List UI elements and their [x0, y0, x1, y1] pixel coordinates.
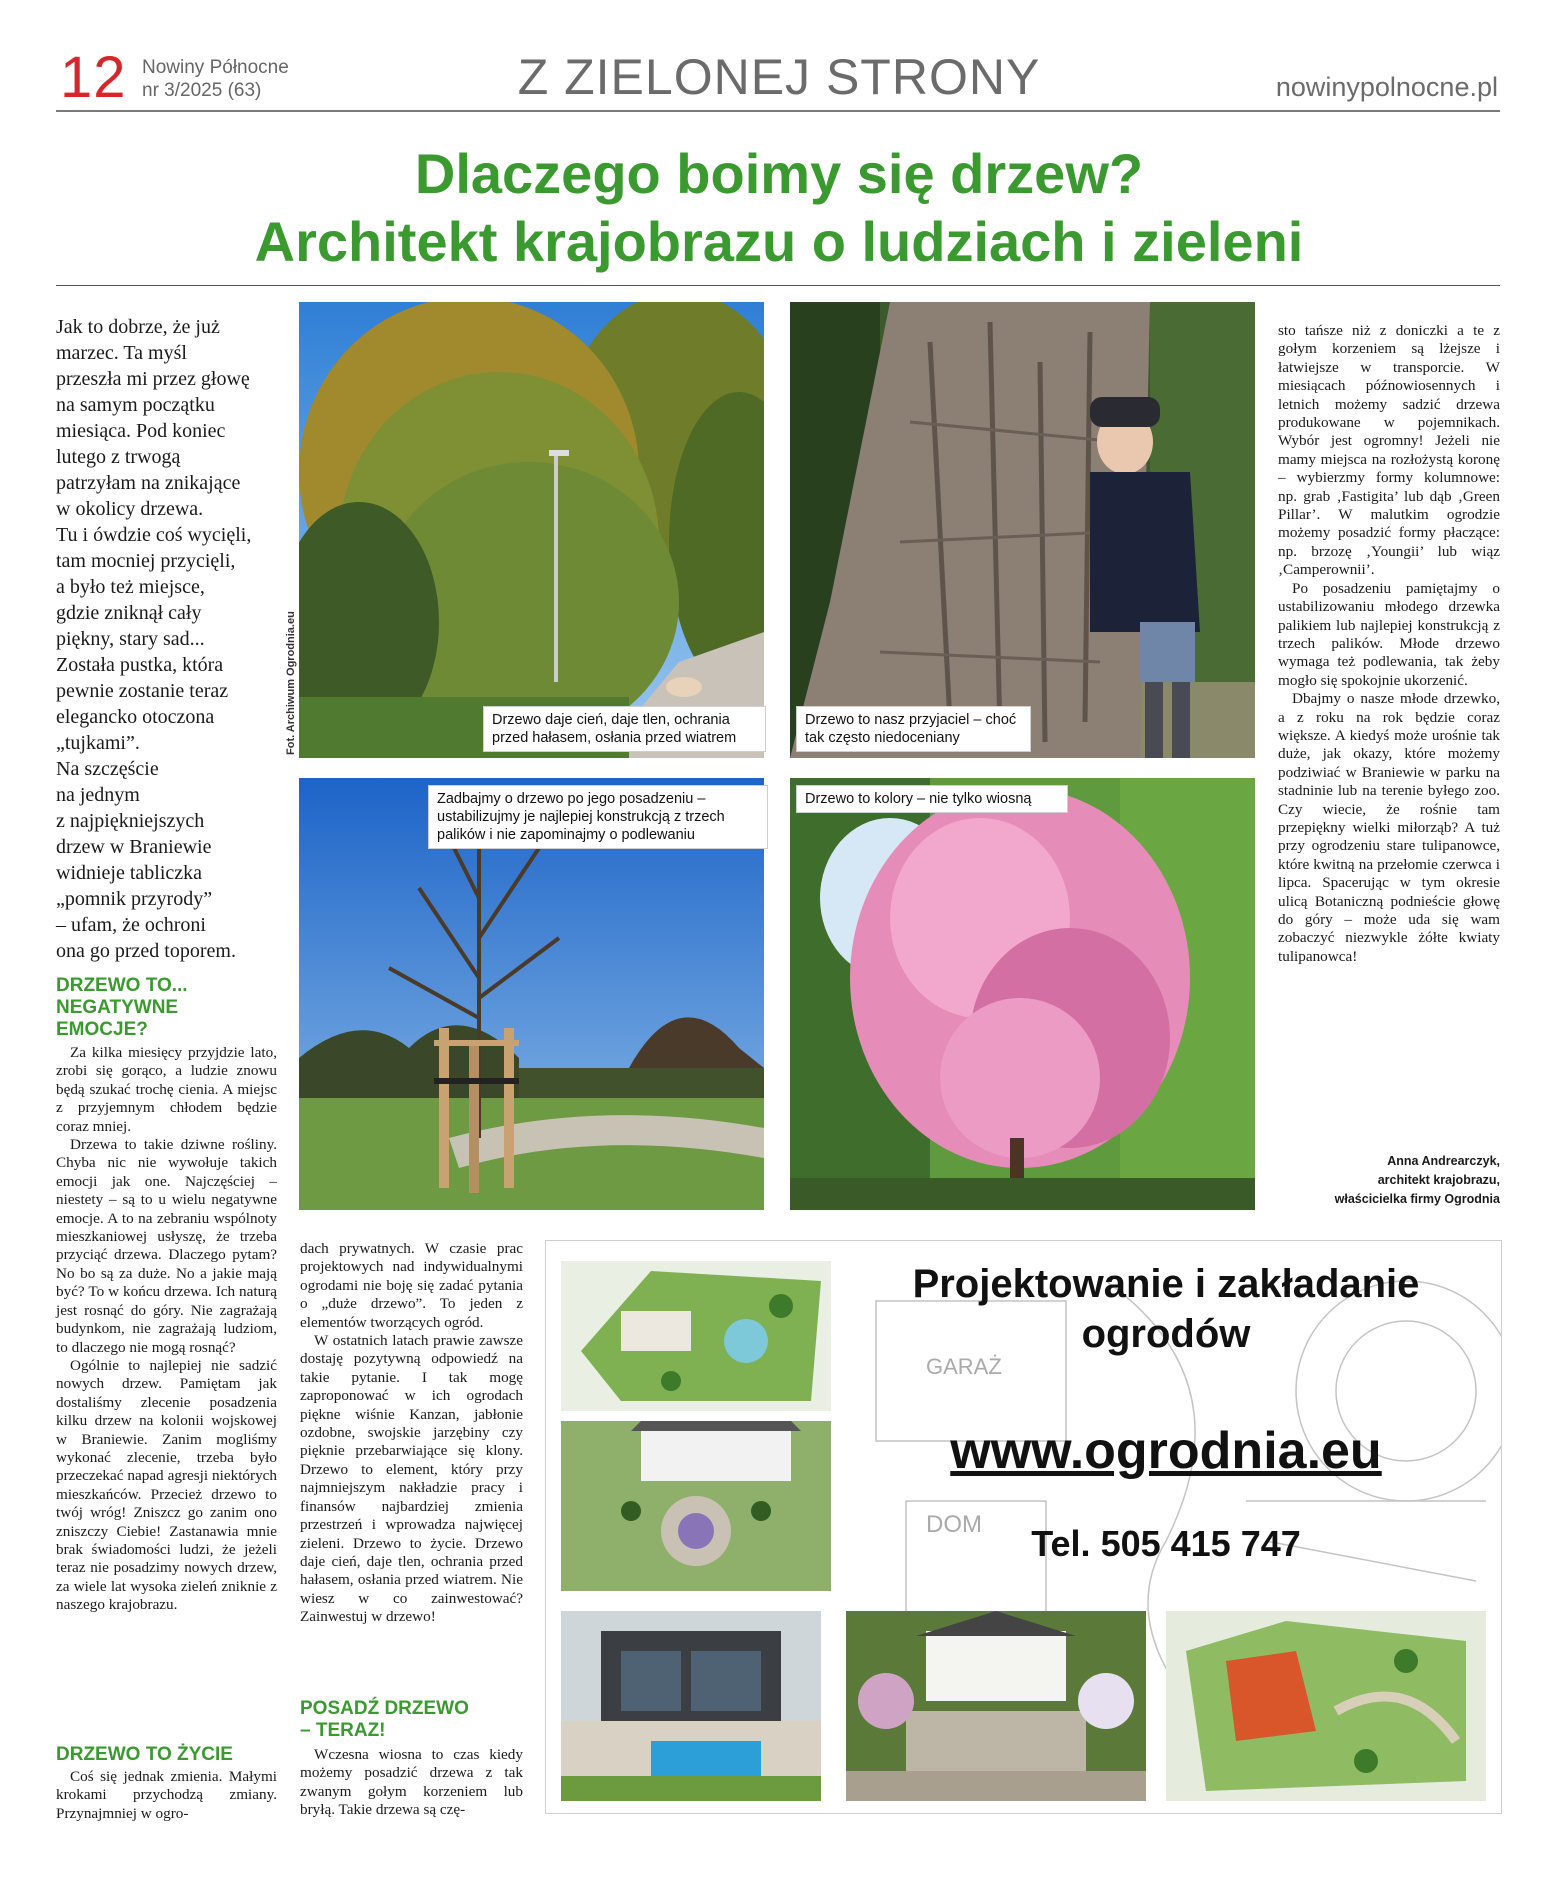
caption-friend: Drzewo to nasz przyjaciel – choć tak często niedoceniany [796, 706, 1031, 752]
ad-phone-number[interactable]: Tel. 505 415 747 [1031, 1523, 1301, 1564]
plan-label-house: DOM [926, 1511, 982, 1538]
plan-label-garage: GARAŻ [926, 1354, 1002, 1379]
page-number: 12 [60, 45, 127, 110]
author-signature: Anna Andrearczyk, architekt krajobrazu, właścicielka firmy Ogrodnia [1334, 1154, 1500, 1206]
ad-patio-thumb [846, 1611, 1146, 1801]
caption-stabilize: Zadbajmy o drzewo po jego posadzeniu – ustabilizujmy je najlepiej konstrukcją z trzech palików i nie zapominajmy o podlewaniu [428, 785, 768, 849]
photo-credit: Fot. Archiwum Ogrodnia.eu [285, 611, 297, 755]
paragraph: Dbajmy o nasze młode drzewko, a z roku na rok będzie coraz większe. A kiedyś może urośnie tak duże, jak okazy, które możemy podziwiać w Braniewie w parku na stadninie lub na terenie byłego zoo. Czy wiecie, że rośnie tam przepiękny wielki miłorząb? A tuż przy ogrodzeniu stare tulipanowce, które kwitną na przełomie czerwca i lipca. Spacerując w tym okresie ulicą Botaniczną podnieście głowę do góry – może uda się wam zobaczyć niezwykle żółte kwiaty tulipanowca! [1278, 690, 1500, 965]
paragraph: Coś się jednak zmienia. Małymi krokami przychodzą zmiany. Przynajmniej w ogro- [56, 1768, 277, 1822]
publication-name: Nowiny Północne [142, 57, 289, 78]
photo-willow-tree [299, 302, 764, 758]
ad-garden-plan-thumb [561, 1261, 831, 1411]
caption-shade: Drzewo daje cień, daje tlen, ochrania przed hałasem, osłania przed wiatrem [483, 706, 766, 752]
ad-website-link[interactable]: www.ogrodnia.eu [950, 1422, 1382, 1480]
ad-site-plan-thumb [1166, 1611, 1486, 1801]
paragraph: Drzewa to takie dziwne rośliny. Chyba nic nie wywołuje takich emocji jak one. Najczęściej – niestety – są to u wielu negatywne emocje. A to na zebraniu wspólnoty mieszkaniowej usłyszę, że trzeba przyciąć drzewa. Dlaczego pytam? No bo są za duże. No a jakie mają być? To w końcu drzewa. Ich naturą jest rosnąć do góry. Nie zagrażają budynkom, nie zagrażają ludziom, to dlaczego nie mogą rosnąć? [56, 1136, 277, 1356]
headline-rule [56, 285, 1500, 286]
article-lead: Jak to dobrze, że już marzec. Ta myśl przeszła mi przez głowę na samym początku miesiąca. Pod koniec lutego z trwogą patrzyłam na znikające w okolicy drzewa. Tu i ówdzie coś wycięli, tam mocniej przycięli, a było też miejsce, gdzie zniknął cały piękny, stary sad... Została pustka, która pewnie zostanie teraz elegancko otoczona „tujkami”. Na szczęście na jednym z najpiękniejszych drzew w Braniewie widnieje tabliczka „pomnik przyrody” – ufam, że ochroni ona go przed toporem. [56, 316, 252, 962]
header-rule [56, 110, 1500, 112]
column-1-text-end [56, 1768, 277, 1823]
website-link[interactable]: nowinypolnocne.pl [1275, 72, 1498, 102]
column-3-text [1278, 322, 1500, 966]
photo-blossom-tree [790, 778, 1255, 1210]
paragraph: W ostatnich latach prawie zawsze dostaję pozytywną odpowiedź na takie pytanie. I tak mogę zaproponować w ich ogrodach piękne wiśnie Kanzan, jabłonie ozdobne, swojskie jarzębiny czy pięknie przebarwiające się klony. Drzewo to element, który przy najmniejszym nakładzie pracy i finansów najbardziej zmienia przestrzeń i wprowadza najwięcej zieleni. Drzewo to życie. Drzewo daje cień, daje tlen, ochrania przed hałasem, osłania przed wiatrem. Nie wiesz w co zainwestować? Zainwestuj w drzewo! [300, 1332, 523, 1626]
subhead-plant-a-tree: POSADŹ DRZEWO – TERAZ! [300, 1698, 469, 1741]
paragraph: sto tańsze niż z doniczki a te z gołym korzeniem są lżejsze i łatwiejsze w transporcie. W miesiącach późnowiosennych i letnich możemy sadzić drzewa produkowane w pojemnikach. Wybór jest ogromny! Jeżeli nie mamy miejsca na rozłożystą koronę – wybierzmy formy kolumnowe: np. grab ‚Fastigita’ lub dąb ‚Green Pillar’. W malutkim ogrodzie możemy posadzić formy płaczące: np. brzozę ‚Youngii’ lub wiąz ‚Camperownii’. [1278, 322, 1500, 579]
paragraph: Po posadzeniu pamiętajmy o ustabilizowaniu młodego drzewka palikiem lub najlepiej konstrukcją z trzech palików. Młode drzewo wymaga też podlewania, tak żeby mogło się spokojnie ukorzenić. [1278, 579, 1500, 689]
paragraph: Ogólnie to najlepiej nie sadzić nowych drzew. Pamiętam jak dostaliśmy zlecenie posadzenia kilku drzew na kolonii wojskowej w Braniewie. Zanim mogliśmy wykonać zlecenie, trzeba było przeczekać napad agresji niektórych mieszkańców. Przecież drzewo to twój wróg! Zniszcz go zanim ono zniszczy Ciebie! Zastanawia mnie brak świadomości ludzi, że jeżeli teraz nie posadzimy nowych drzew, za wiele lat wysoka zieleń zniknie z naszego krajobrazu. [56, 1356, 277, 1614]
issue-number: nr 3/2025 (63) [142, 80, 262, 101]
column-2-text [300, 1240, 523, 1627]
advertisement-ogrodnia[interactable] [545, 1240, 1502, 1814]
section-title: Z ZIELONEJ STRONY [517, 49, 1041, 105]
headline-line-1: Dlaczego boimy się drzew? [414, 142, 1144, 205]
photo-tree-hug [790, 302, 1255, 758]
ad-title-line-1: Projektowanie i zakładanie [912, 1262, 1420, 1306]
ad-garden-render-thumb [561, 1421, 831, 1591]
ad-title-line-2: ogrodów [1081, 1312, 1251, 1356]
subhead-tree-is-life: DRZEWO TO ŻYCIE [56, 1744, 233, 1765]
column-1-text [56, 1044, 277, 1615]
caption-colors: Drzewo to kolory – nie tylko wiosną [796, 785, 1068, 813]
paragraph: dach prywatnych. W czasie prac projektowych nad indywidualnymi ogrodami nie boję się zadać pytania o „duże drzewo”. To jeden z elementów tworzących ogród. [300, 1240, 523, 1331]
subhead-negative-emotions: DRZEWO TO... NEGATYWNE EMOCJE? [56, 975, 188, 1040]
ad-house-pool-thumb [561, 1611, 821, 1801]
paragraph: Za kilka miesięcy przyjdzie lato, zrobi się gorąco, a ludzie znowu będą szukać trochę cienia. A miejsc z przyjemnym chłodem będzie coraz mniej. [56, 1044, 277, 1135]
paragraph: Wczesna wiosna to czas kiedy możemy posadzić drzewa z tak zwanym gołym korzeniem lub bryłą. Takie drzewa są czę- [300, 1746, 523, 1819]
headline-line-2: Architekt krajobrazu o ludziach i zieleni [254, 210, 1304, 273]
column-2-text-end [300, 1746, 523, 1820]
